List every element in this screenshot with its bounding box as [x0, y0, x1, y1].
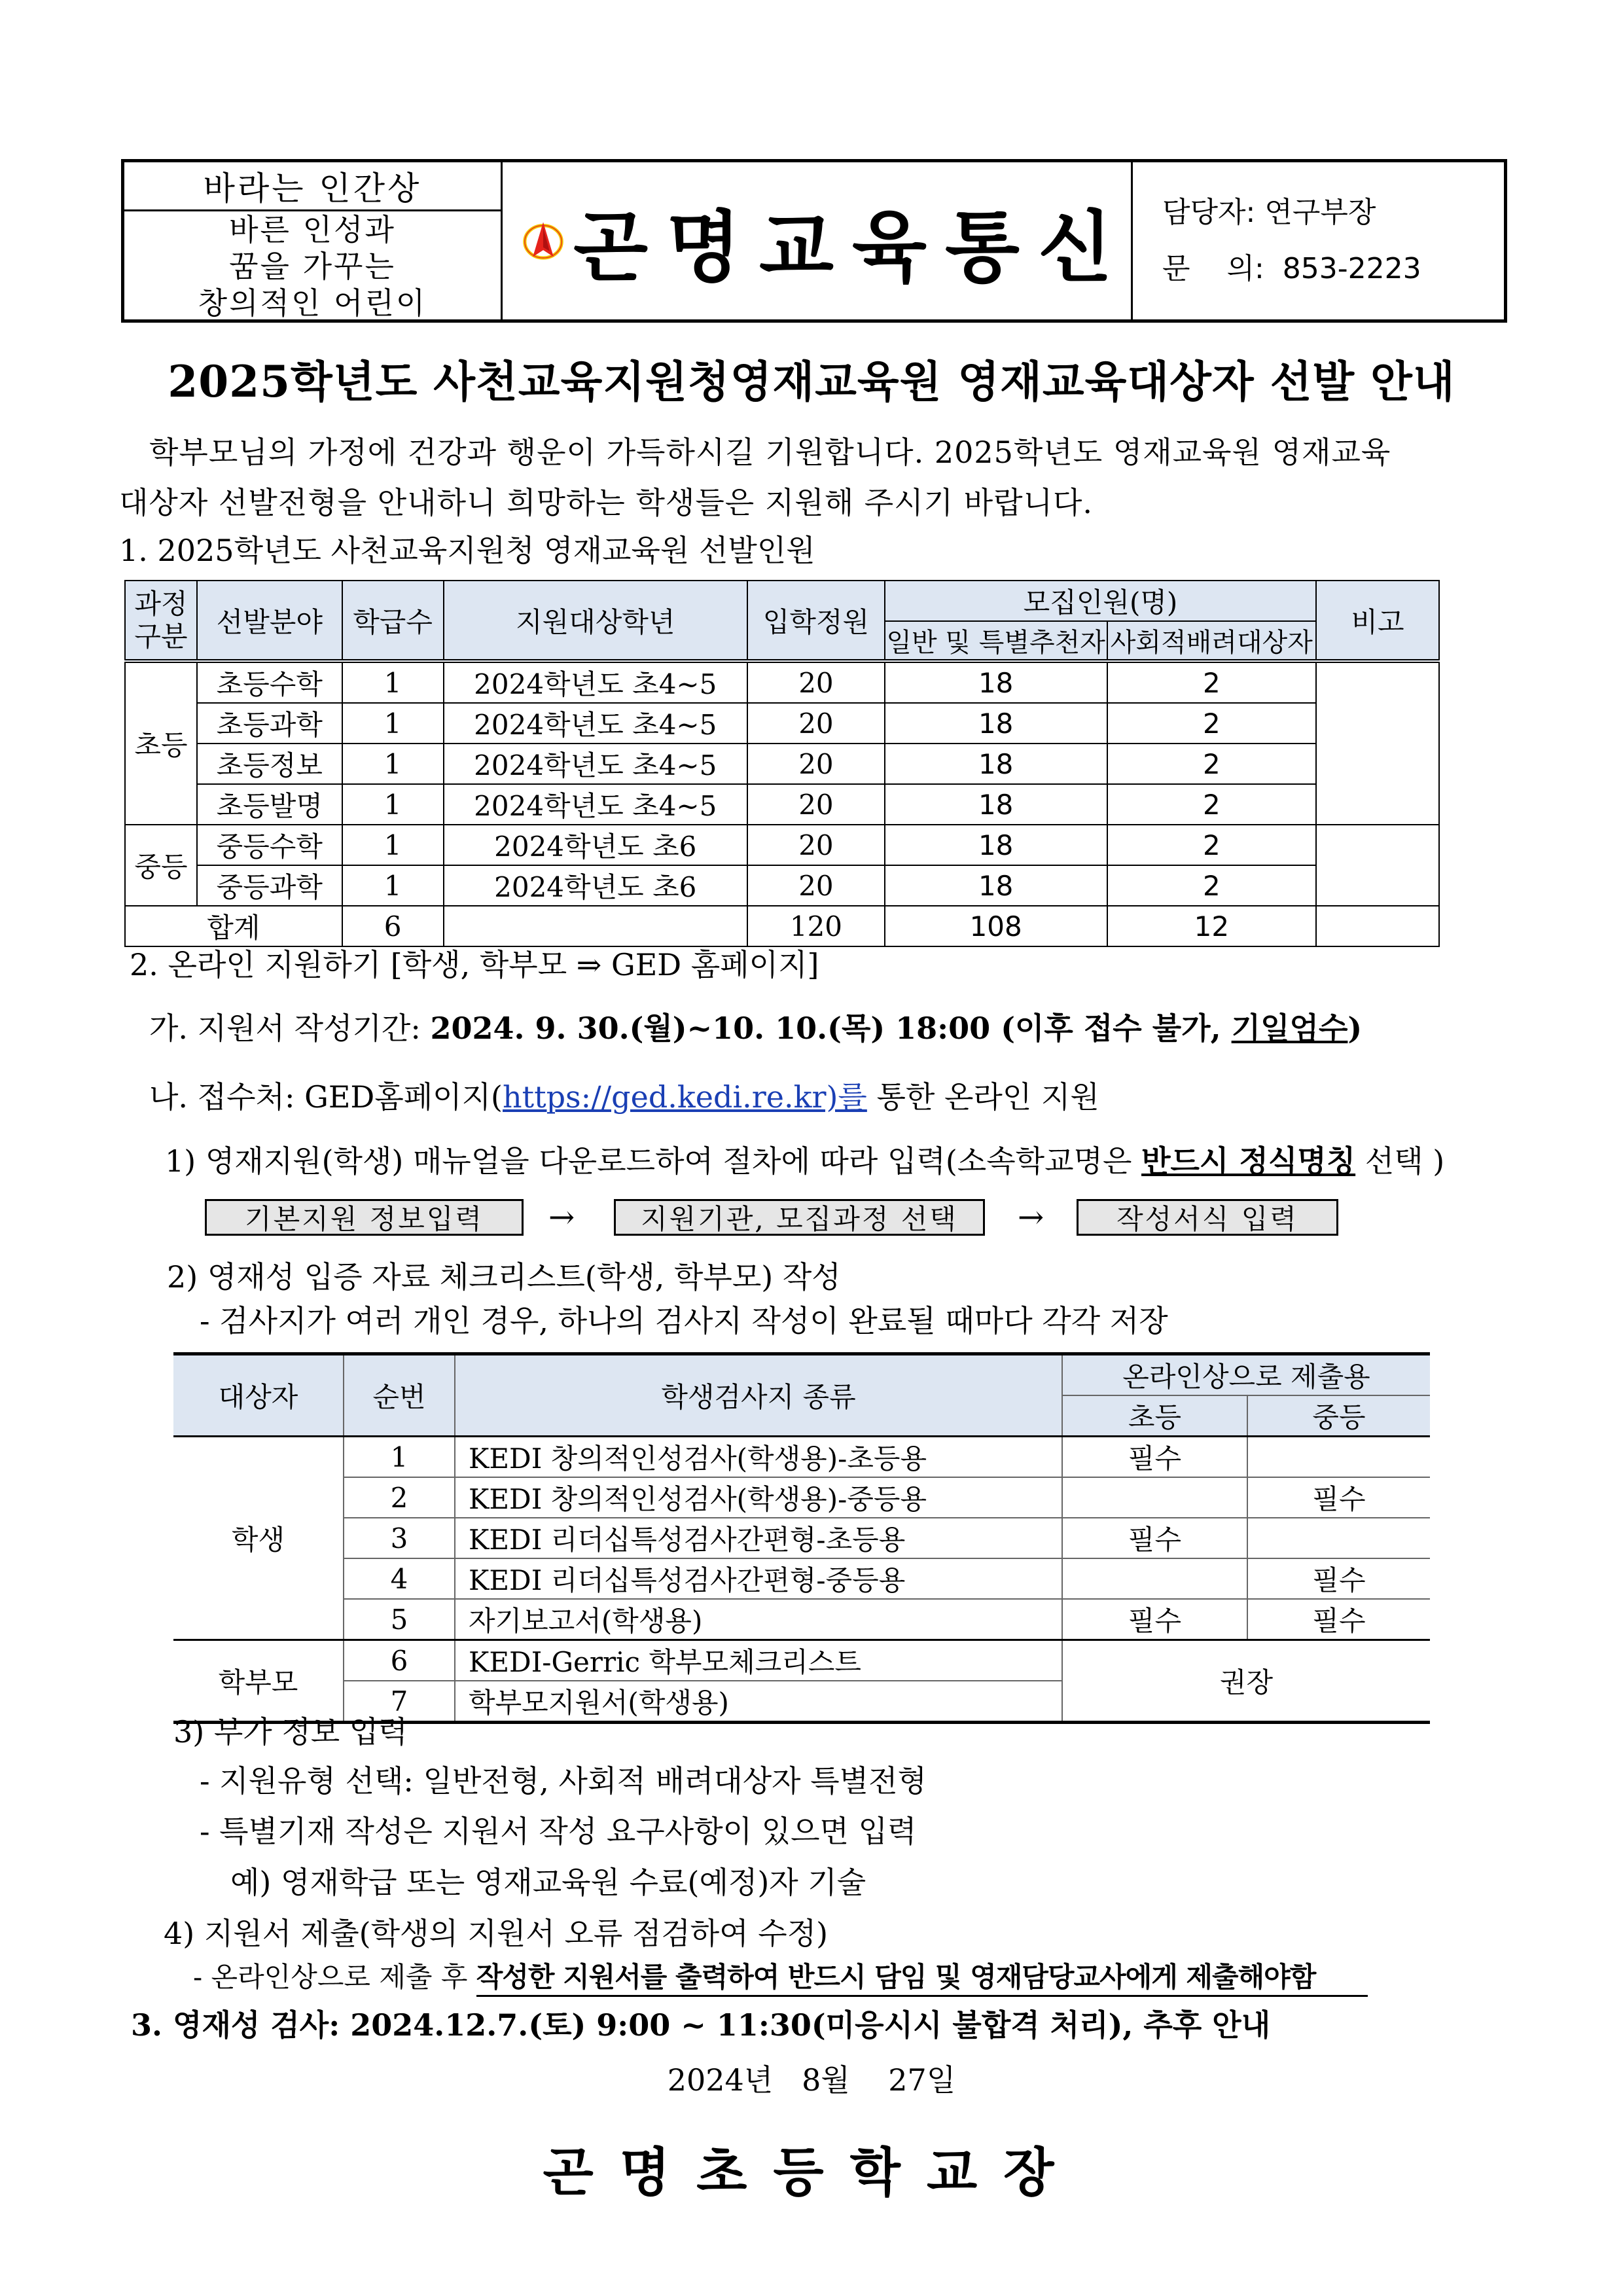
flow-arrow-icon: →	[1018, 1199, 1044, 1236]
contact-box	[1133, 162, 1504, 319]
section-3-heading: 3. 영재성 검사: 2024.12.7.(토) 9:00 ~ 11:30(미응시시 불합격 처리), 추후 안내	[131, 2007, 1271, 2043]
motto-line: 꿈을 가꾸는	[229, 249, 396, 284]
grade-cell: 2024학년도 초4~5	[444, 703, 748, 744]
table-row	[125, 784, 1439, 825]
no-cell: 2	[344, 1477, 455, 1518]
general-cell: 18	[885, 865, 1107, 906]
item-ga	[149, 1005, 1362, 1048]
middle-cell: 필수	[1247, 1599, 1430, 1640]
social-cell: 2	[1107, 865, 1317, 906]
general-cell: 18	[885, 703, 1107, 744]
item-na	[149, 1073, 1099, 1117]
social-cell: 2	[1107, 744, 1317, 784]
checklist-name: KEDI 리더십특성검사간편형-초등용	[455, 1518, 1062, 1558]
no-cell: 6	[344, 1640, 455, 1681]
total-social: 12	[1107, 906, 1317, 946]
group-middle: 중등	[125, 825, 197, 906]
elementary-cell: 필수	[1062, 1437, 1247, 1478]
elementary-cell: 필수	[1062, 1599, 1247, 1640]
motto-text	[124, 211, 501, 321]
header-elementary: 초등	[1062, 1395, 1247, 1437]
table-row	[125, 703, 1439, 744]
table-row	[173, 1437, 1430, 1478]
motto-line: 바른 인성과	[229, 212, 396, 247]
item-ga-period: 2024. 9. 30.(월)~10. 10.(목) 18:00 (이후 접수 불가,	[430, 1011, 1232, 1046]
item-na-suffix: 통한 온라인 지원	[866, 1079, 1099, 1115]
header-note: 비고	[1316, 581, 1439, 661]
intro-line: 대상자 선발전형을 안내하니 희망하는 학생들은 지원해 주시기 바랍니다.	[119, 485, 1094, 520]
school-signature: 곤명초등학교장	[543, 2142, 1080, 2203]
note-cell	[1316, 825, 1439, 906]
school-emblem-icon	[522, 192, 564, 290]
total-label: 합계	[125, 906, 342, 946]
quota-cell: 20	[747, 661, 885, 703]
field-cell: 초등정보	[197, 744, 342, 784]
social-cell: 2	[1107, 825, 1317, 865]
flow-step-select-course: 지원기관, 모집과정 선택	[614, 1199, 985, 1236]
elementary-cell	[1062, 1477, 1247, 1518]
header-social: 사회적배려대상자	[1107, 621, 1317, 661]
step-4-sub-emph: 작성한 지원서를 출력하여 반드시 담임 및 영재담당교사에게 제출해야함	[476, 1956, 1368, 1997]
document-title: 2025학년도 사천교육지원청영재교육원 영재교육대상자 선발 안내	[168, 356, 1455, 407]
middle-cell	[1247, 1437, 1430, 1478]
newsletter-header	[121, 159, 1507, 323]
target-parent: 학부모	[173, 1640, 344, 1723]
header-general: 일반 및 특별추천자	[885, 621, 1107, 661]
flow-step-basic-info: 기본지원 정보입력	[205, 1199, 524, 1236]
table-row	[173, 1640, 1430, 1681]
item-ga-strict: 기일엄수	[1231, 1011, 1348, 1046]
checklist-name: KEDI 리더십특성검사간편형-중등용	[455, 1558, 1062, 1599]
motto-line: 창의적인 어린이	[198, 285, 427, 321]
field-cell: 중등과학	[197, 865, 342, 906]
total-general: 108	[885, 906, 1107, 946]
social-cell: 2	[1107, 661, 1317, 703]
classes-cell: 1	[342, 744, 444, 784]
no-cell: 4	[344, 1558, 455, 1599]
step-3-sub: - 특별기재 작성은 지원서 작성 요구사항이 있으면 입력	[200, 1814, 917, 1849]
field-cell: 초등과학	[197, 703, 342, 744]
table-row	[173, 1558, 1430, 1599]
header-recruit: 모집인원(명)	[885, 581, 1316, 621]
step-3-sub: - 지원유형 선택: 일반전형, 사회적 배려대상자 특별전형	[200, 1763, 927, 1799]
total-row	[125, 906, 1439, 946]
step-1-emph: 반드시 정식명칭	[1141, 1143, 1356, 1179]
ged-link[interactable]: https://ged.kedi.re.kr)를	[503, 1079, 867, 1115]
quota-cell: 20	[747, 744, 885, 784]
section-2-heading: 2. 온라인 지원하기 [학생, 학부모 ⇒ GED 홈페이지]	[130, 947, 819, 982]
quota-cell: 20	[747, 865, 885, 906]
table-row	[125, 661, 1439, 703]
item-ga-prefix: 가. 지원서 작성기간:	[149, 1011, 431, 1046]
field-cell: 중등수학	[197, 825, 342, 865]
middle-cell: 필수	[1247, 1477, 1430, 1518]
contact-person: 담당자: 연구부장	[1162, 196, 1376, 229]
contact-phone: 문 의: 853-2223	[1162, 252, 1421, 285]
field-cell: 초등발명	[197, 784, 342, 825]
no-cell: 5	[344, 1599, 455, 1640]
no-cell: 3	[344, 1518, 455, 1558]
quota-cell: 20	[747, 703, 885, 744]
checklist-name: 자기보고서(학생용)	[455, 1599, 1062, 1640]
grade-cell: 2024학년도 초4~5	[444, 744, 748, 784]
step-4: 4) 지원서 제출(학생의 지원서 오류 점검하여 수정)	[164, 1916, 829, 1951]
elementary-cell: 필수	[1062, 1518, 1247, 1558]
item-na-prefix: 나. 접수처: GED홈페이지(	[149, 1079, 503, 1115]
motto-title: 바라는 인간상	[124, 162, 501, 211]
header-course: 과정 구분	[125, 581, 197, 661]
grade-cell: 2024학년도 초6	[444, 865, 748, 906]
general-cell: 18	[885, 825, 1107, 865]
checklist-table	[173, 1352, 1430, 1724]
table-row	[125, 865, 1439, 906]
newsletter-title-box	[503, 162, 1133, 319]
step-4-sub-prefix: - 온라인상으로 제출 후	[193, 1961, 476, 1993]
newsletter-title: 곤명교육통신	[573, 202, 1131, 293]
general-cell: 18	[885, 784, 1107, 825]
elementary-cell	[1062, 1558, 1247, 1599]
step-1-suffix: 선택 )	[1355, 1143, 1445, 1179]
step-2-sub: - 검사지가 여러 개인 경우, 하나의 검사지 작성이 완료될 때마다 각각 저장	[200, 1303, 1168, 1338]
checklist-name: 학부모지원서(학생용)	[455, 1681, 1062, 1723]
total-grade	[444, 906, 748, 946]
classes-cell: 1	[342, 784, 444, 825]
step-4-sub	[193, 1956, 1368, 1997]
social-cell: 2	[1107, 703, 1317, 744]
middle-cell: 필수	[1247, 1558, 1430, 1599]
header-type: 학생검사지 종류	[455, 1354, 1062, 1437]
motto-box	[124, 162, 503, 319]
quota-cell: 20	[747, 784, 885, 825]
classes-cell: 1	[342, 703, 444, 744]
no-cell: 7	[344, 1681, 455, 1723]
section-1-heading: 1. 2025학년도 사천교육지원청 영재교육원 선발인원	[119, 533, 815, 568]
step-3: 3) 부가 정보 입력	[173, 1714, 408, 1749]
total-classes: 6	[342, 906, 444, 946]
quota-cell: 20	[747, 825, 885, 865]
classes-cell: 1	[342, 825, 444, 865]
issue-date: 2024년 8월 27일	[667, 2062, 956, 2098]
selection-quota-table	[124, 580, 1440, 947]
table-row	[173, 1599, 1430, 1640]
total-note	[1316, 906, 1439, 946]
checklist-name: KEDI 창의적인성검사(학생용)-중등용	[455, 1477, 1062, 1518]
flow-arrow-icon: →	[548, 1199, 575, 1236]
header-middle: 중등	[1247, 1395, 1430, 1437]
grade-cell: 2024학년도 초4~5	[444, 661, 748, 703]
header-classes: 학급수	[342, 581, 444, 661]
general-cell: 18	[885, 744, 1107, 784]
group-elementary: 초등	[125, 661, 197, 825]
table-row	[125, 744, 1439, 784]
header-field: 선발분야	[197, 581, 342, 661]
header-target: 대상자	[173, 1354, 344, 1437]
field-cell: 초등수학	[197, 661, 342, 703]
table-row	[125, 825, 1439, 865]
step-1	[165, 1138, 1444, 1181]
flow-step-write-form: 작성서식 입력	[1077, 1199, 1338, 1236]
header-grade: 지원대상학년	[444, 581, 748, 661]
parent-note: 권장	[1062, 1640, 1430, 1723]
grade-cell: 2024학년도 초6	[444, 825, 748, 865]
table-row	[173, 1518, 1430, 1558]
header-quota: 입학정원	[747, 581, 885, 661]
checklist-name: KEDI 창의적인성검사(학생용)-초등용	[455, 1437, 1062, 1478]
classes-cell: 1	[342, 661, 444, 703]
checklist-name: KEDI-Gerric 학부모체크리스트	[455, 1640, 1062, 1681]
item-ga-close: )	[1347, 1011, 1363, 1046]
no-cell: 1	[344, 1437, 455, 1478]
step-1-prefix: 1) 영재지원(학생) 매뉴얼을 다운로드하여 절차에 따라 입력(소속학교명은	[165, 1143, 1142, 1179]
grade-cell: 2024학년도 초4~5	[444, 784, 748, 825]
step-3-example: 예) 영재학급 또는 영재교육원 수료(예정)자 기술	[230, 1865, 866, 1900]
middle-cell	[1247, 1518, 1430, 1558]
social-cell: 2	[1107, 784, 1317, 825]
general-cell: 18	[885, 661, 1107, 703]
header-online: 온라인상으로 제출용	[1062, 1354, 1430, 1396]
note-cell	[1316, 661, 1439, 825]
intro-line: 학부모님의 가정에 건강과 행운이 가득하시길 기원합니다. 2025학년도 영재교육원 영재교육	[149, 435, 1391, 470]
table-row	[173, 1477, 1430, 1518]
target-student: 학생	[173, 1437, 344, 1640]
classes-cell: 1	[342, 865, 444, 906]
header-no: 순번	[344, 1354, 455, 1437]
step-2: 2) 영재성 입증 자료 체크리스트(학생, 학부모) 작성	[167, 1259, 841, 1295]
total-quota: 120	[747, 906, 885, 946]
